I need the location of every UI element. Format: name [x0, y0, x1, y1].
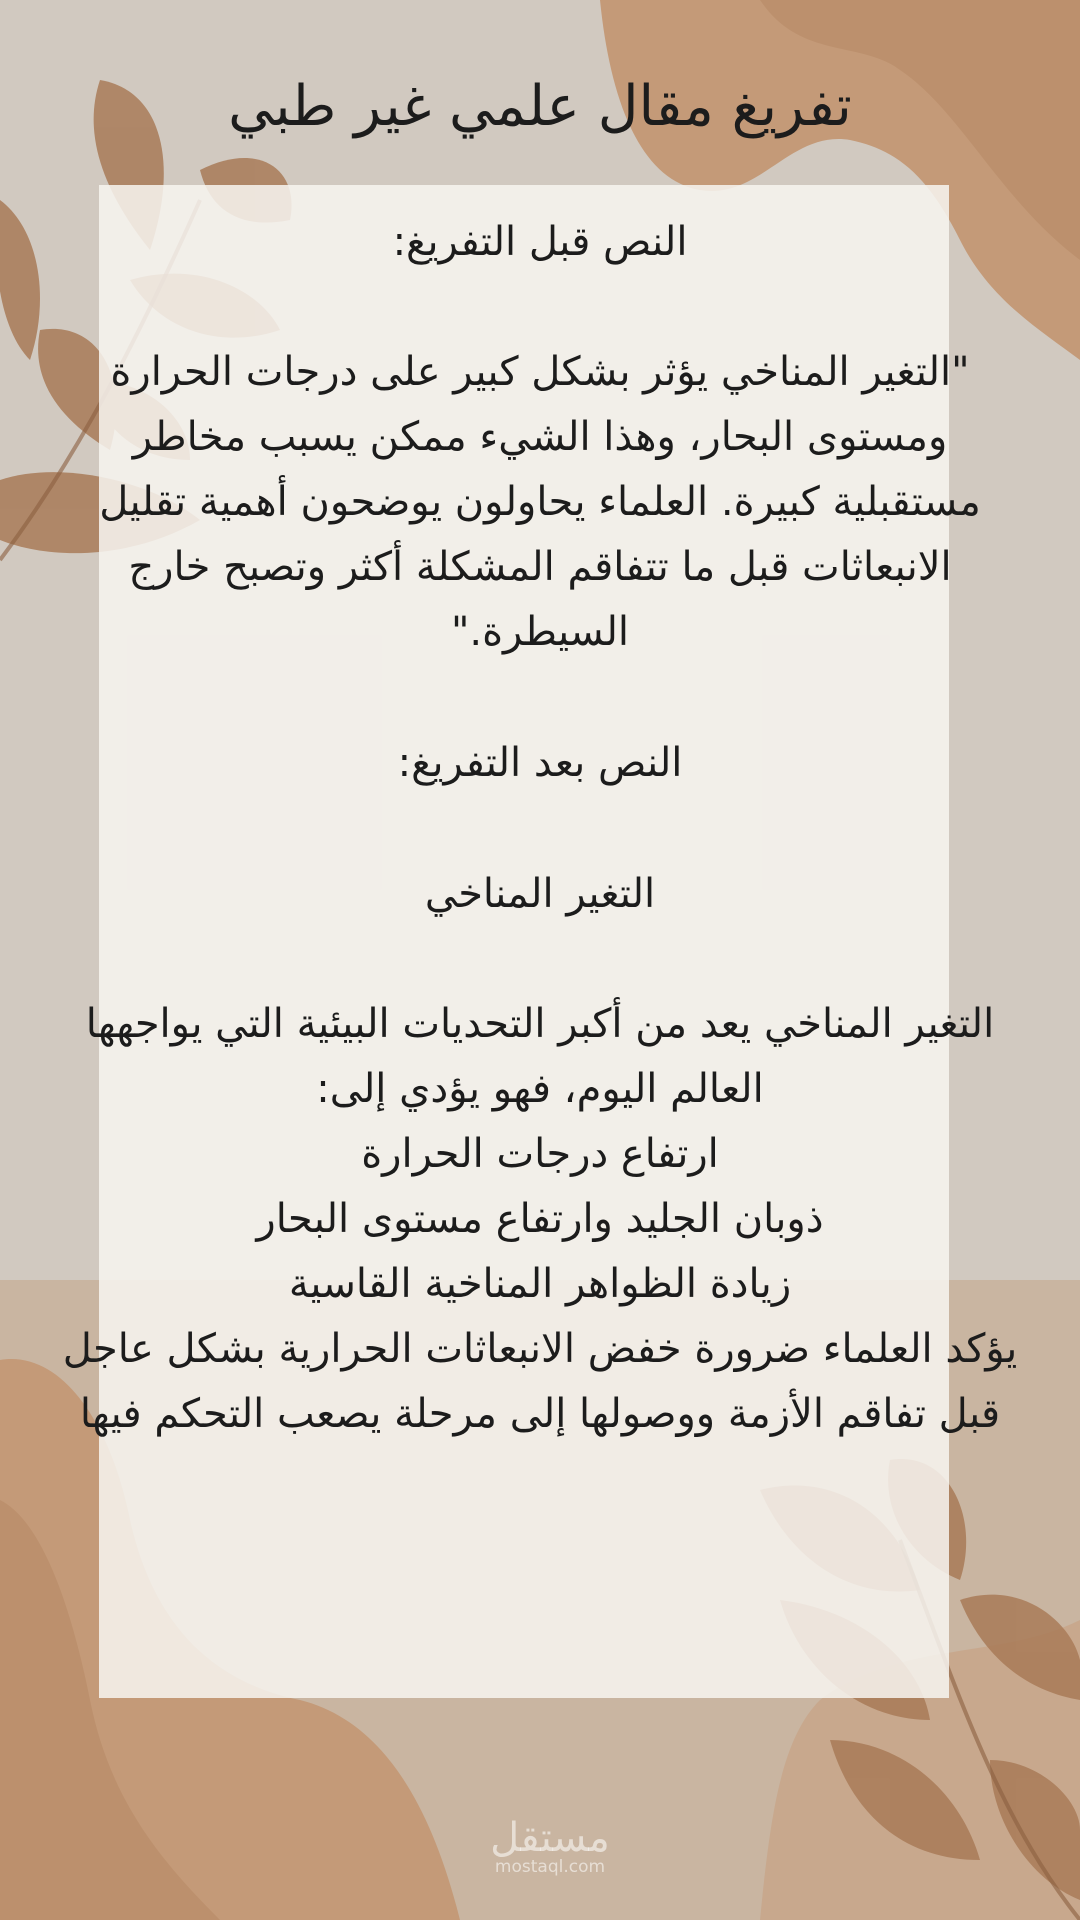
- after-line: العالم اليوم، فهو يؤدي إلى:: [316, 1066, 764, 1112]
- page-title: تفريغ مقال علمي غير طبي: [228, 74, 852, 139]
- after-line: قبل تفاقم الأزمة ووصولها إلى مرحلة يصعب التحكم فيها: [79, 1391, 1001, 1437]
- after-line: زيادة الظواهر المناخية القاسية: [288, 1261, 792, 1307]
- watermark-logo: [470, 1815, 630, 1877]
- watermark-arabic: مستقل: [490, 1815, 610, 1861]
- after-subtitle: التغير المناخي: [424, 871, 656, 917]
- before-heading: النص قبل التفريغ:: [392, 219, 688, 265]
- after-line: يؤكد العلماء ضرورة خفض الانبعاثات الحرارية بشكل عاجل: [62, 1326, 1018, 1372]
- before-line: الانبعاثات قبل ما تتفاقم المشكلة أكثر وتصبح خارج: [128, 544, 952, 590]
- after-line: ارتفاع درجات الحرارة: [361, 1131, 719, 1177]
- after-heading: النص بعد التفريغ:: [397, 740, 683, 786]
- before-line: "التغير المناخي يؤثر بشكل كبير على درجات الحرارة: [110, 349, 970, 395]
- before-line: ومستوى البحار، وهذا الشيء ممكن يسبب مخاطر: [132, 414, 948, 460]
- watermark-latin: mostaql.com: [494, 1857, 606, 1877]
- before-line: السيطرة.": [450, 609, 629, 655]
- after-line: ذوبان الجليد وارتفاع مستوى البحار: [256, 1196, 824, 1242]
- before-line: مستقبلية كبيرة. العلماء يحاولون يوضحون أهمية تقليل: [99, 479, 981, 525]
- article-content: [40, 210, 1040, 1447]
- after-line: التغير المناخي يعد من أكبر التحديات البيئية التي يواجهها: [85, 1001, 995, 1047]
